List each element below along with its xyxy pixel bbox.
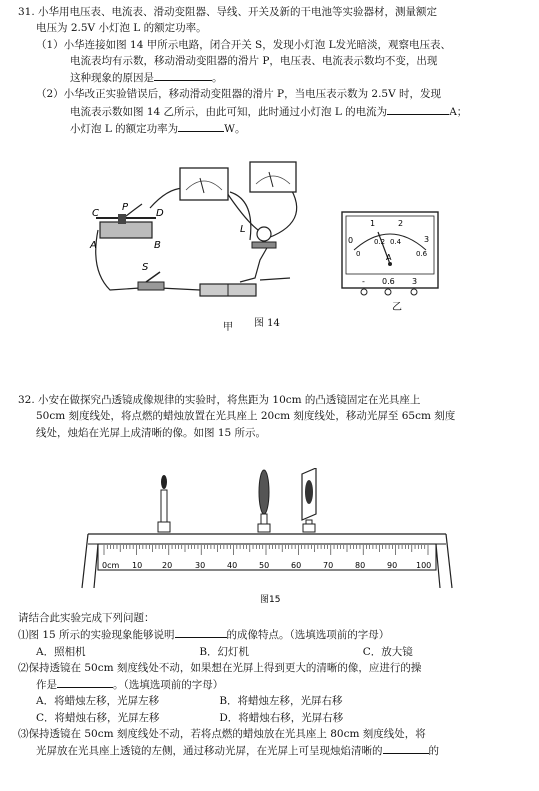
label-C: C — [92, 208, 99, 219]
q32-intro-1: 小安在做探究凸透镜成像规律的实验时，将焦距为 10cm 的凸透镜固定在光具座上 — [38, 394, 421, 406]
q31-part2-text-2a: 电流表示数如图 14 乙所示，由此可知，此时通过小灯泡 L 的电流为 — [70, 105, 388, 118]
label-B: B — [154, 240, 161, 251]
q32-number: 32. — [18, 394, 35, 406]
q31-number: 31. — [18, 6, 35, 18]
q32-sub2-options-row1 — [18, 693, 528, 709]
q32-s1-opt-a[interactable]: A．照相机 — [36, 645, 86, 658]
ruler-label-20: 20 — [162, 561, 173, 570]
q32-sub1-b: 的成像特点。（选填选项前的字母） — [226, 629, 390, 642]
convex-lens — [258, 470, 270, 532]
fig-yi-label: 乙 — [392, 302, 402, 313]
q32-sub3-line-1: ⑶保持透镜在 50cm 刻度线处不动，若将点燃的蜡烛放在光具座上 80cm 刻度线处，将 — [18, 727, 426, 740]
ruler-label-50: 50 — [259, 561, 270, 570]
figure-15 — [74, 468, 464, 608]
ruler-label-0: 0cm — [102, 561, 120, 570]
bulb-L — [252, 227, 276, 248]
ruler-label-90: 90 — [387, 561, 398, 570]
battery — [200, 284, 256, 296]
q32-s1-opt-b[interactable]: B．幻灯机 — [199, 645, 250, 658]
ruler-label-100: 100 — [416, 561, 432, 570]
ammeter-terminal-06: 0.6 — [382, 277, 395, 286]
q32-sub2-a: 作是 — [36, 679, 57, 692]
q32-prompt: 请结合此实验完成下列问题： — [18, 612, 155, 624]
circuit-meter-2 — [250, 162, 296, 192]
q31-part2-text-2b: A； — [449, 105, 468, 118]
q32-s1-opt-c[interactable]: C．放大镜 — [362, 645, 413, 658]
q31-part2-text-3b: W。 — [224, 122, 246, 135]
q32-sub1 — [18, 626, 528, 643]
q31-intro-1: 小华用电压表、电流表、滑动变阻器、导线、开关及新的干电池等实验器材，测量额定 — [38, 6, 438, 18]
q32-sub3-a: 光屏放在光具座上透镜的左侧，通过移动光屏，在光屏上可呈现烛焰清晰的 — [36, 745, 383, 758]
rheostat — [96, 214, 156, 238]
question-32 — [18, 392, 528, 441]
ammeter-unit: A — [386, 253, 392, 262]
ruler-label-80: 80 — [355, 561, 366, 570]
q32-blank-2[interactable] — [57, 676, 113, 688]
ammeter-top-1: 1 — [370, 219, 376, 228]
q32-sub3-line-2 — [18, 742, 528, 759]
q32-s2-opt-d[interactable]: D．将蜡烛右移，光屏右移 — [219, 711, 344, 724]
figure-14 — [80, 160, 460, 340]
q31-intro-line-1 — [18, 4, 528, 20]
q31-intro-2: 电压为 2.5V 小灯泡 L 的额定功率。 — [36, 22, 207, 35]
figure-14-caption: 图 14 — [254, 318, 280, 329]
q32-s2-opt-c[interactable]: C．将蜡烛右移，光屏左移 — [36, 711, 160, 724]
question-31 — [18, 4, 528, 137]
switch-S — [138, 272, 164, 290]
q32-blank-3[interactable] — [383, 742, 429, 754]
ruler-label-30: 30 — [195, 561, 206, 570]
q31-part1-text-3a: 这种现象的原因是 — [70, 72, 154, 85]
q32-s2-opt-b[interactable]: B．将蜡烛左移，光屏右移 — [219, 695, 343, 708]
ammeter-bottom-06: 0.6 — [416, 250, 428, 258]
q31-part2-line-2 — [18, 103, 528, 120]
q32-sub3-b: 的 — [428, 745, 439, 758]
q31-part1-line-2: 电流表均有示数，移动滑动变阻器的滑片 P，电压表、电流表示数均不变，出现 — [70, 54, 438, 67]
q32-sub2-line-2 — [18, 676, 528, 693]
light-screen — [302, 468, 316, 532]
q32-s2-opt-a[interactable]: A．将蜡烛左移，光屏左移 — [36, 695, 160, 708]
ammeter-top-3: 3 — [424, 235, 430, 244]
ammeter-bottom-02: 0.2 — [374, 238, 386, 246]
q32-intro-3: 线处，烛焰在光屏上成清晰的像。如图 15 所示。 — [36, 426, 267, 439]
q32-sub2-options-row2 — [18, 710, 528, 726]
ammeter-terminals — [361, 289, 417, 295]
label-S: S — [142, 262, 149, 273]
label-D: D — [156, 208, 164, 219]
ammeter-bottom-04: 0.4 — [390, 238, 402, 246]
q32-sub2-line-1: ⑵保持透镜在 50cm 刻度线处不动，如果想在光屏上得到更大的清晰的像，应进行的操 — [18, 661, 422, 674]
ruler-label-60: 60 — [291, 561, 302, 570]
ammeter-terminal-3: 3 — [412, 277, 418, 286]
label-P: P — [122, 202, 129, 213]
figure-15-caption: 图15 — [260, 595, 281, 605]
q31-part1-text-3b: 。 — [212, 72, 223, 85]
fig-jia-label: 甲 — [223, 322, 233, 333]
q32-questions — [18, 610, 528, 759]
q31-blank-power[interactable] — [178, 120, 224, 132]
label-L: L — [240, 224, 246, 235]
q31-blank-reason[interactable] — [154, 69, 212, 81]
ammeter-terminal-neg: - — [362, 277, 365, 286]
q32-intro-line-1 — [18, 392, 528, 408]
ammeter-bottom-0: 0 — [356, 250, 361, 258]
candle — [158, 475, 170, 532]
q32-sub1-options — [18, 644, 528, 660]
label-A: A — [90, 240, 97, 251]
q31-part2-line-1: （2）小华改正实验错误后，移动滑动变阻器的滑片 P，当电压表示数为 2.5V 时，发现 — [36, 88, 442, 101]
q32-sub2-b: 。（选填选项前的字母） — [113, 679, 224, 692]
q31-part1-line-1: （1）小华连接如图 14 甲所示电路，闭合开关 S，发现小灯泡 L发光暗淡，观察电压表、 — [36, 38, 452, 51]
ammeter-top-0: 0 — [348, 236, 354, 245]
ruler-label-70: 70 — [323, 561, 334, 570]
ruler-label-40: 40 — [227, 561, 238, 570]
q31-part2-line-3 — [18, 120, 528, 137]
q32-sub1-a: ⑴图 15 所示的实验现象能够说明 — [18, 629, 175, 642]
q32-intro-2: 50cm 刻度线处，将点燃的蜡烛放置在光具座上 20cm 刻度线处，移动光屏至 65cm 刻度 — [36, 410, 456, 423]
ruler-label-10: 10 — [132, 561, 143, 570]
ammeter-top-2: 2 — [398, 219, 404, 228]
q31-blank-current[interactable] — [387, 103, 449, 115]
q32-blank-1[interactable] — [175, 626, 227, 638]
q31-part2-text-3a: 小灯泡 L 的额定功率为 — [70, 122, 179, 135]
q31-part1-line-3 — [18, 69, 528, 86]
circuit-meter-1 — [180, 168, 228, 200]
